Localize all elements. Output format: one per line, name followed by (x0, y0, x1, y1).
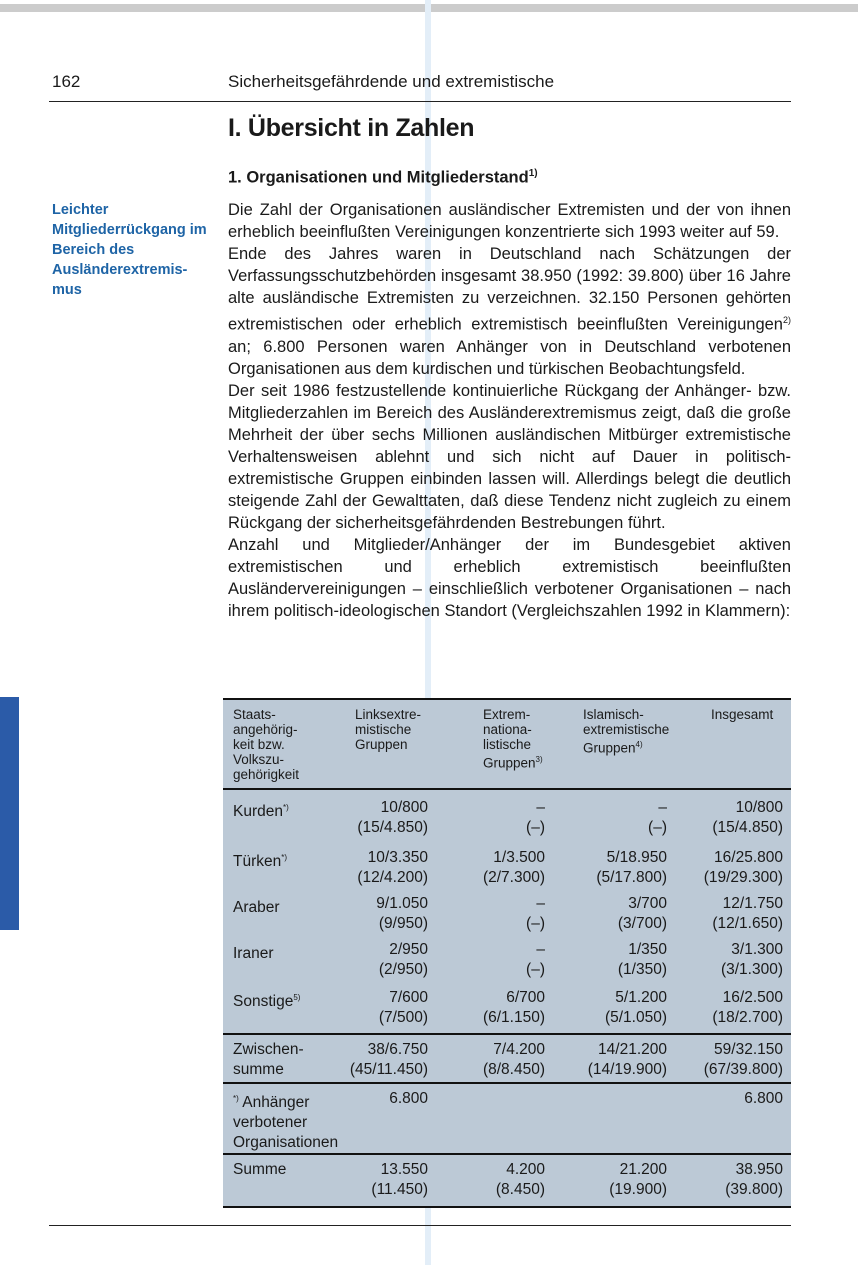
cell-left: 2/950 (2/950) (378, 941, 428, 978)
footer-rule (49, 1225, 791, 1226)
paragraph-3: Der seit 1986 festzustellende kontinuierliche Rückgang der Anhänger- bzw. Mitgliederzahlen im Bereich des Ausländerextremismus zeigt, daß die große Mehrheit der über sechs Millionen ausländischen Mitbürger extremistische Verhaltensweisen ablehnt und sich nicht auf Dauer in politisch-extremistische Gruppen einbinden lassen will. Allerdings belegt die deutlich steigende Zahl der Gewalttaten, daß diese Tendenz nicht zugleich zu einem Rückgang der sicherheitsgefährdenden Bestrebungen führt. (228, 381, 791, 532)
margin-marker-bar (0, 697, 19, 930)
page-number: 162 (52, 72, 81, 91)
header-islamist-sup: 4) (635, 740, 643, 749)
cell-total: 16/25.800 (19/29.300) (703, 849, 783, 886)
cell-islamist: 1/350 (1/350) (617, 941, 667, 978)
cell-total: 12/1.750 (12/1.650) (712, 895, 783, 932)
row-label-text: Iraner (233, 945, 274, 963)
cell-islamist: – (–) (648, 799, 667, 836)
body-text (228, 199, 791, 622)
cell-nationalist: – (–) (526, 799, 545, 836)
cell-nationalist: – (–) (526, 941, 545, 978)
subtotal-nationalist: 7/4.200 (8/8.450) (482, 1041, 545, 1078)
cell-left: 9/1.050 (9/950) (376, 895, 428, 932)
row-label-sup: 5) (293, 993, 301, 1002)
row-label (233, 894, 280, 918)
row-label (233, 940, 274, 964)
row-label-text: Kurden (233, 803, 283, 821)
table-top-rule (223, 698, 791, 700)
row-label-text: Türken (233, 853, 282, 871)
total-left: 13.550 (11.450) (371, 1161, 428, 1198)
paragraph-2a: Ende des Jahres waren in Deutschland nach Schätzungen der Verfassungsschutzbehörden insgesamt 38.950 (1992: 39.800) über 16 Jahre alte ausländische Extremisten zu verzeichnen. 32.150 Personen gehörten extremistischen oder erheblich extremistisch beeinflußten Vereinigungen (228, 245, 791, 334)
table-bottom-rule (223, 1206, 791, 1208)
cell-total: 3/1.300 (3/1.300) (720, 941, 783, 978)
banned-sup: *) (233, 1094, 239, 1103)
paragraph-2 (228, 243, 791, 380)
subtotal-rule (223, 1033, 791, 1035)
header-total: Insgesamt (711, 707, 774, 722)
footnote-ref-2: 2) (782, 315, 791, 325)
subtotal-label: Zwischen- summe (233, 1041, 304, 1078)
cell-nationalist: 1/3.500 (2/7.300) (482, 849, 545, 886)
header-nationalist-sup: 3) (535, 755, 543, 764)
header-left-extremist: Linksextre- mistische Gruppen (355, 707, 422, 752)
header-rule-bottom (223, 788, 791, 790)
total-total: 38.950 (39.800) (725, 1161, 783, 1198)
total-label: Summe (233, 1161, 287, 1178)
row-label (233, 848, 287, 872)
header-islamist-text: Islamisch- extremistische Gruppen (583, 707, 670, 756)
cell-nationalist: – (–) (526, 895, 545, 932)
row-label-sup: *) (281, 853, 288, 862)
cell-islamist: 3/700 (3/700) (617, 895, 667, 932)
banned-rule (223, 1082, 791, 1084)
paragraph-4: Anzahl und Mitglieder/Anhänger der im Bundesgebiet aktiven extremistischen und erheblich extremistisch beeinflußten Ausländervereinigungen – einschließlich verbotener Organisationen – nach ihrem politisch-ideologischen Standort (Vergleichszahlen 1992 in Klammern): (228, 535, 791, 620)
row-label-text: Sonstige (233, 993, 294, 1011)
header-nationality: Staats- angehörig- keit bzw. Volkszu- gehörigkeit (233, 707, 300, 782)
data-table (223, 698, 791, 1208)
cell-left: 10/3.350 (12/4.200) (357, 849, 428, 886)
cell-total: 10/800 (15/4.850) (712, 799, 783, 836)
cell-islamist: 5/18.950 (5/17.800) (596, 849, 667, 886)
running-head: Sicherheitsgefährdende und extremistische (228, 72, 555, 91)
footnote-ref: 1) (528, 168, 538, 179)
banned-left: 6.800 (389, 1090, 428, 1107)
total-rule (223, 1153, 791, 1155)
subtotal-total: 59/32.150 (67/39.800) (703, 1041, 783, 1078)
cell-nationalist: 6/700 (6/1.150) (482, 989, 545, 1026)
paragraph-1: Die Zahl der Organisationen ausländischer Extremisten und der von ihnen erheblich beeinflußten Vereinigungen konzentrierte sich 1993 weiter auf 59. (228, 201, 791, 241)
banned-label (233, 1089, 338, 1153)
banned-label-text: Anhänger verbotener Organisationen (233, 1094, 339, 1152)
row-label-text: Araber (233, 899, 280, 917)
margin-note: Leichter Mitgliederrückgang im Bereich des Ausländerextremis-mus (52, 202, 207, 298)
cell-left: 10/800 (15/4.850) (357, 799, 428, 836)
subsection-title (228, 168, 538, 188)
header-nationalist-text: Extrem- nationa- listische Gruppen (483, 707, 536, 771)
section-title: I. Übersicht in Zahlen (228, 114, 475, 142)
row-label (233, 798, 289, 822)
cell-left: 7/600 (7/500) (378, 989, 428, 1026)
total-nationalist: 4.200 (8.450) (495, 1161, 545, 1198)
header-rule (49, 101, 791, 102)
row-label (233, 988, 300, 1012)
total-islamist: 21.200 (19.900) (609, 1161, 667, 1198)
subsection-title-text: 1. Organisationen und Mitgliederstand (228, 168, 529, 187)
subtotal-islamist: 14/21.200 (14/19.900) (587, 1041, 667, 1078)
header-islamist (583, 707, 669, 756)
paragraph-2b: an; 6.800 Personen waren Anhänger von in Deutschland verbotenen Organisationen aus dem kurdischen und türkischen Beobachtungsfeld. (228, 337, 791, 378)
subtotal-left: 38/6.750 (45/11.450) (349, 1041, 428, 1078)
header-nationalist (483, 707, 543, 771)
cell-total: 16/2.500 (18/2.700) (712, 989, 783, 1026)
cell-islamist: 5/1.200 (5/1.050) (604, 989, 667, 1026)
row-label-sup: *) (282, 803, 289, 812)
banned-total: 6.800 (744, 1090, 783, 1107)
